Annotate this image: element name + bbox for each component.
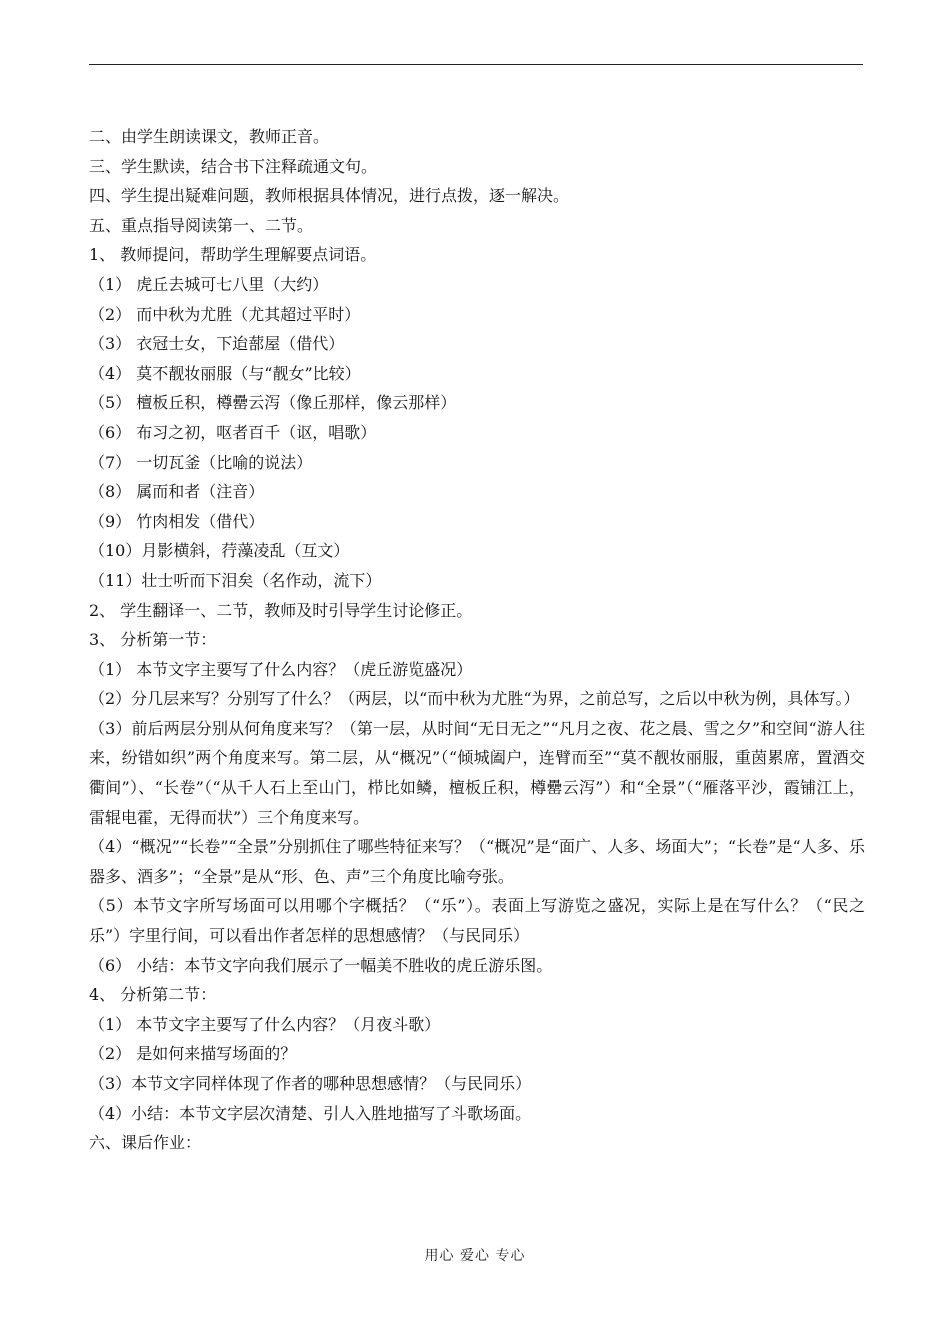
text-line: （6） 小结：本节文字向我们展示了一幅美不胜收的虎丘游乐图。	[89, 955, 553, 975]
text-line: （7） 一切瓦釜（比喻的说法）	[89, 452, 313, 472]
text-line: （2） 是如何来描写场面的？	[89, 1044, 297, 1064]
text-line: （5） 檀板丘积，樽罍云泻（像丘那样，像云那样）	[89, 393, 457, 413]
paragraph: （5）本节文字所写场面可以用哪个字概括？（“乐”）。表面上写游览之盛况，实际上是在写什么？（“民之乐”）字里行间，可以看出作者怎样的思想感情？（与民同乐）	[89, 896, 865, 946]
text-line: 4、 分析第二节：	[89, 985, 217, 1005]
text-line: 二、由学生朗读课文，教师正音。	[89, 127, 330, 146]
text-line: 3、 分析第一节：	[89, 630, 217, 650]
text-line: 六、课后作业：	[89, 1133, 202, 1153]
text-line: （9） 竹肉相发（借代）	[89, 511, 265, 531]
text-line: 四、学生提出疑难问题，教师根据具体情况，进行点拨，逐一解决。	[89, 186, 570, 206]
text-line: （1） 本节文字主要写了什么内容？（虎丘游览盛况）	[89, 659, 473, 679]
document-body	[89, 122, 865, 1158]
text-line: （1） 虎丘去城可七八里（大约）	[89, 274, 329, 294]
text-line: 五、重点指导阅读第一、二节。	[89, 215, 314, 235]
text-line: （10）月影横斜，荇藻凌乱（互文）	[89, 541, 350, 561]
paragraph: （2）分几层来写？分别写了什么？（两层，以“而中秋为尤胜“为界，之前总写，之后以中秋为例，具体写。）	[89, 689, 860, 709]
text-line: （4） 莫不靓妆丽服（与“靓女”比较）	[89, 363, 361, 383]
header-rule	[89, 64, 863, 65]
page-footer: 用心 爱心 专心	[424, 1248, 526, 1264]
text-line: （4）小结：本节文字层次清楚、引人入胜地描写了斗歌场面。	[89, 1103, 532, 1123]
text-line: （11）壮士听而下泪矣（名作动，流下）	[89, 570, 382, 590]
paragraph: （4）“概况”“长卷”“全景”分别抓住了哪些特征来写？（“概况”是“面广、人多、场面大”；“长卷”是“人多、乐器多、酒多”；“全景”是从“形、色、声”三个角度比喻夸张。	[89, 837, 865, 886]
text-line: （8） 属而和者（注音）	[89, 482, 265, 502]
text-line: （3） 衣冠士女，下迨蔀屋（借代）	[89, 334, 345, 354]
text-line: 1、 教师提问，帮助学生理解要点词语。	[89, 245, 377, 265]
text-line: （1） 本节文字主要写了什么内容？（月夜斗歌）	[89, 1014, 441, 1034]
text-line: 2、 学生翻译一、二节，教师及时引导学生讨论修正。	[89, 600, 473, 620]
text-line: （3）本节文字同样体现了作者的哪种思想感情？（与民同乐）	[89, 1074, 532, 1093]
text-line: 三、学生默读，结合书下注释疏通文句。	[89, 156, 378, 176]
text-line: （2） 而中秋为尤胜（尤其超过平时）	[89, 304, 361, 324]
paragraph: （3）前后两层分别从何角度来写？（第一层，从时间“无日无之”“凡月之夜、花之晨、雪之夕”和空间“游人往来，纷错如织”两个角度来写。第二层，从“概况”（“倾城阖户，连臂而至”“莫不靓妆丽服，重茵累席，置酒交衢间”）、“长卷”（“从千人石上至山门，栉比如鳞，檀板丘积，樽罍云泻”）和“全景”（“雁落平沙，霞铺江上，雷辊电霍，无得而状”）三个角度来写。	[89, 718, 865, 827]
text-line: （6） 布习之初，呕者百千（讴，唱歌）	[89, 422, 377, 442]
